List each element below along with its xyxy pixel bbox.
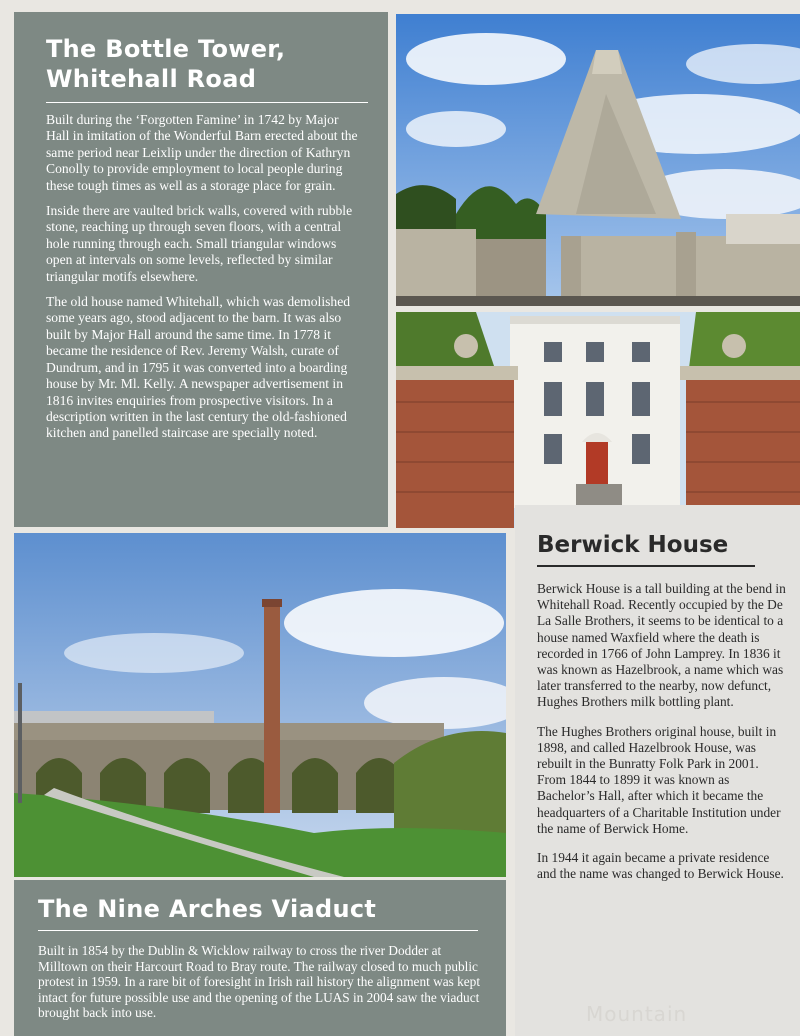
nine-arches-panel [14, 880, 506, 1036]
bottle-tower-body [46, 112, 360, 442]
paragraph: In 1944 it again became a private residence and the name was changed to Berwick House. [537, 850, 784, 882]
bottle-tower-panel [14, 12, 388, 527]
nine-arches-title: The Nine Arches Viaduct [38, 895, 377, 923]
bottle-tower-photo [396, 14, 800, 306]
berwick-house-panel [515, 505, 800, 1036]
berwick-house-photo [396, 312, 800, 528]
bleed-through-text: Mountain [586, 1002, 688, 1026]
paragraph: The old house named Whitehall, which was demolished some years ago, stood adjacent to the barn. It was also built by Major Hall around the same time. In 1778 it became the residence of Rev. Jeremy Walsh, curate of Dundrum, and in 1795 it was converted into a boarding house by Mr. Ml. Kelly. A newspaper advertisement in 1816 invites enquiries from prospective visitors. In a description written in the last century the old-fashioned kitchen and panelled staircase are specially noted. [46, 294, 351, 441]
nine-arches-body [38, 943, 490, 1021]
paragraph: Berwick House is a tall building at the bend in Whitehall Road. Recently occupied by the De La Salle Brothers, it seems to be identical to a house named Waxfield where the death is recorded in 1766 of John Lamprey. In 1836 it was known as Hazelbrook, a name which was later transferred to the nearby, now defunct, Hughes Brothers milk bottling plant. [537, 581, 786, 710]
nine-arches-viaduct-photo [14, 533, 506, 877]
paragraph: Inside there are vaulted brick walls, covered with rubble stone, reaching up through seven floors, with a central hole running through each. Small triangular windows open at intervals on some levels, reflected by similar triangular motifs elsewhere. [46, 203, 353, 284]
title-divider [46, 102, 368, 103]
bottle-tower-title-line1: The Bottle Tower, [46, 35, 286, 63]
bottle-tower-title [46, 34, 360, 94]
title-divider [38, 930, 478, 931]
bottle-tower-title-line2: Whitehall Road [46, 65, 257, 93]
paragraph: Built in 1854 by the Dublin & Wicklow railway to cross the river Dodder at Milltown on their Harcourt Road to Bray route. The railway closed to much public protest in 1959. In a rare bit of foresight in Irish rail history the alignment was kept intact for future possible use and the opening of the LUAS in 2004 saw the viaduct brought back into use. [38, 943, 481, 1021]
paragraph: The Hughes Brothers original house, built in 1898, and called Hazelbrook House, was rebuilt in the Bunratty Folk Park in 2001. From 1844 to 1899 it was known as Bachelor’s Hall, after which it became the headquarters of a Charitable Institution under the name of Berwick Home. [537, 723, 781, 836]
title-divider [537, 565, 755, 567]
berwick-house-title: Berwick House [537, 532, 729, 558]
paragraph: Built during the ‘Forgotten Famine’ in 1742 by Major Hall in imitation of the Wonderful Barn erected about the same period near Leixlip under the direction of Kathryn Conolly to provide employment to local people during these tough times as well as a storage place for grain. [46, 112, 358, 193]
berwick-house-body [537, 581, 790, 882]
